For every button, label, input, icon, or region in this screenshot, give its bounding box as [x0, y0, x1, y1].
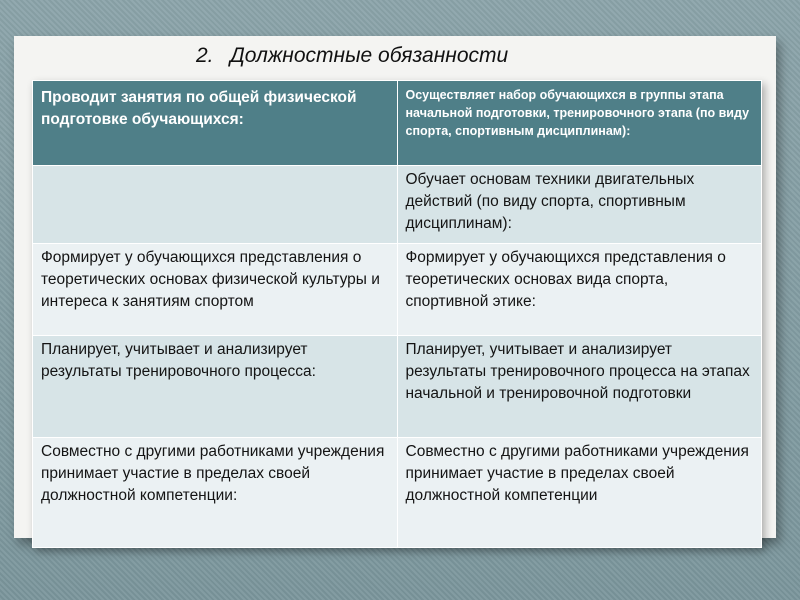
table-cell-left: Планирует, учитывает и анализирует результаты тренировочного процесса: — [33, 336, 398, 438]
table-row — [33, 166, 762, 244]
table-cell-right: Формирует у обучающихся представления о теоретических основах вида спорта, спортивной этике: — [397, 244, 762, 336]
slide-title-text: Должностные обязанности — [230, 44, 509, 67]
table-row — [33, 336, 762, 438]
slide-number: 2. — [196, 44, 214, 67]
duties-table — [32, 80, 762, 548]
table-cell-left — [33, 166, 398, 244]
table-cell-left: Формирует у обучающихся представления о теоретических основах физической культуры и интереса к занятиям спортом — [33, 244, 398, 336]
table-cell-right: Совместно с другими работниками учреждения принимает участие в пределах своей должностной компетенции — [397, 438, 762, 548]
table-cell-left: Проводит занятия по общей физической подготовке обучающихся: — [33, 81, 398, 166]
table-row — [33, 81, 762, 166]
table-cell-right: Осуществляет набор обучающихся в группы этапа начальной подготовки, тренировочного этапа (по виду спорта, спортивным дисциплинам): — [397, 81, 762, 166]
table-row — [33, 244, 762, 336]
table-cell-left: Совместно с другими работниками учреждения принимает участие в пределах своей должностной компетенции: — [33, 438, 398, 548]
slide-title — [196, 44, 508, 68]
table-cell-right: Планирует, учитывает и анализирует результаты тренировочного процесса на этапах начальной и тренировочной подготовки — [397, 336, 762, 438]
table-row — [33, 438, 762, 548]
table-cell-right: Обучает основам техники двигательных действий (по виду спорта, спортивным дисциплинам): — [397, 166, 762, 244]
